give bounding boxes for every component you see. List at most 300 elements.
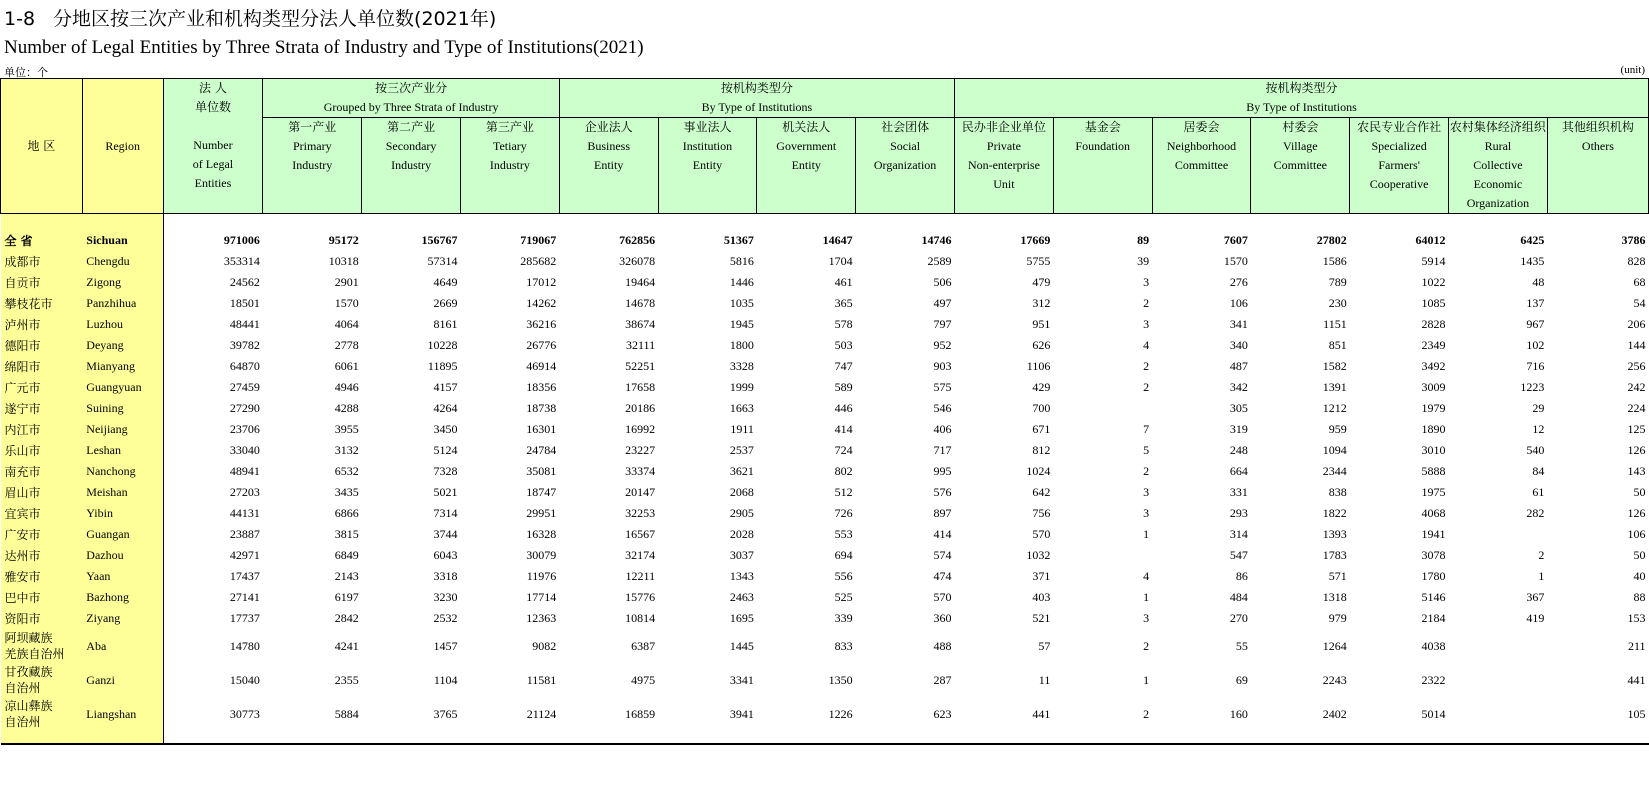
group-industry-en: Grouped by Three Strata of Industry — [323, 100, 499, 114]
header-total — [163, 79, 263, 214]
cell-value: 5146 — [1421, 590, 1446, 604]
cell-value: 137 — [1526, 296, 1545, 310]
cell-value: 762856 — [619, 233, 656, 247]
cell-value: 17669 — [1020, 233, 1051, 247]
cell-value: 1264 — [1322, 638, 1347, 653]
cell-value: 206 — [1627, 317, 1646, 331]
region-name-cn: 成都市 — [1, 251, 83, 272]
column-header — [362, 118, 461, 214]
cell-value: 414 — [933, 527, 952, 541]
table-row — [1, 629, 1649, 663]
region-name-cn-line: 甘孜藏族 — [4, 665, 53, 679]
cell-value: 571 — [1328, 569, 1347, 583]
column-header — [460, 118, 559, 214]
cell-value: 838 — [1328, 485, 1347, 499]
cell-value: 1350 — [828, 672, 853, 687]
column-header-cn: 其他组织机构 — [1561, 120, 1634, 134]
cell-value: 15040 — [229, 672, 260, 687]
cell-value: 3492 — [1421, 359, 1446, 373]
cell-value: 144 — [1627, 338, 1646, 352]
cell-value: 2 — [1143, 464, 1150, 478]
column-header-en1: Private — [986, 139, 1021, 153]
cell-value: 2669 — [433, 296, 458, 310]
cell-value: 1 — [1538, 569, 1545, 583]
cell-value: 126 — [1627, 506, 1646, 520]
cell-value: 40 — [1633, 569, 1646, 583]
cell-value: 293 — [1229, 506, 1248, 520]
cell-value — [1053, 545, 1152, 566]
cell-value: 903 — [933, 359, 952, 373]
cell-value: 2828 — [1421, 317, 1446, 331]
cell-value: 503 — [834, 338, 853, 352]
cell-value: 2778 — [334, 338, 359, 352]
cell-value: 441 — [1627, 672, 1646, 687]
cell-value: 16301 — [526, 422, 557, 436]
cell-value: 95172 — [328, 233, 359, 247]
cell-value: 1022 — [1421, 275, 1446, 289]
cell-value: 39 — [1137, 254, 1150, 268]
table-row — [1, 566, 1649, 587]
cell-value: 570 — [933, 590, 952, 604]
cell-value: 1586 — [1322, 254, 1347, 268]
cell-value: 48441 — [229, 317, 260, 331]
column-header — [1449, 118, 1548, 214]
group-type2-en: By Type of Institutions — [1246, 100, 1357, 114]
cell-value: 1393 — [1322, 527, 1347, 541]
cell-value: 5816 — [729, 254, 754, 268]
region-name-en: Leshan — [82, 440, 163, 461]
region-name-en: Chengdu — [82, 251, 163, 272]
cell-value: 833 — [834, 638, 853, 653]
cell-value: 716 — [1526, 359, 1545, 373]
column-header-en1: Foundation — [1075, 139, 1131, 153]
cell-value: 414 — [834, 422, 853, 436]
cell-value: 1391 — [1322, 380, 1347, 394]
cell-value: 5014 — [1421, 706, 1446, 721]
cell-value — [1449, 663, 1548, 697]
cell-value: 18747 — [526, 485, 557, 499]
cell-value: 287 — [933, 672, 952, 687]
cell-value: 52251 — [625, 359, 656, 373]
cell-value: 331 — [1229, 485, 1248, 499]
cell-value: 4288 — [334, 401, 359, 415]
table-row — [1, 419, 1649, 440]
header-total-en1: Number — [193, 138, 233, 152]
cell-value: 21124 — [526, 706, 557, 721]
cell-value: 1318 — [1322, 590, 1347, 604]
cell-value: 3078 — [1421, 548, 1446, 562]
cell-value: 1570 — [1223, 254, 1248, 268]
cell-value: 1 — [1143, 590, 1150, 604]
column-header-en1: Neighborhood — [1166, 139, 1237, 153]
cell-value: 48941 — [229, 464, 260, 478]
table-row — [1, 697, 1649, 731]
cell-value: 547 — [1229, 548, 1248, 562]
table-row — [1, 293, 1649, 314]
column-header-en3 — [1153, 175, 1251, 194]
cell-value: 50 — [1633, 485, 1646, 499]
cell-value — [1449, 697, 1548, 731]
header-group-industry — [263, 79, 559, 118]
region-name-cn-line: 凉山彝族 — [4, 699, 53, 713]
column-header-cn: 民办非企业单位 — [961, 120, 1046, 134]
cell-value: 27802 — [1316, 233, 1347, 247]
cell-value: 17437 — [229, 569, 260, 583]
region-name-en: Ziyang — [82, 608, 163, 629]
cell-value: 1663 — [729, 401, 754, 415]
header-region-en: Region — [82, 79, 163, 214]
cell-value: 2 — [1143, 638, 1150, 653]
cell-value: 3009 — [1421, 380, 1446, 394]
cell-value: 6866 — [334, 506, 359, 520]
cell-value: 2 — [1143, 296, 1150, 310]
cell-value: 575 — [933, 380, 952, 394]
column-header — [955, 118, 1054, 214]
cell-value: 46914 — [526, 359, 557, 373]
column-header — [1152, 118, 1251, 214]
column-header-en2: Farmers' — [1378, 158, 1420, 172]
cell-value: 3450 — [433, 422, 458, 436]
table-row — [1, 440, 1649, 461]
cell-value: 3037 — [729, 548, 754, 562]
cell-value: 1941 — [1421, 527, 1446, 541]
cell-value: 3318 — [433, 569, 458, 583]
region-name-cn: 自贡市 — [1, 272, 83, 293]
cell-value: 106 — [1229, 296, 1248, 310]
cell-value: 446 — [834, 401, 853, 415]
cell-value: 5914 — [1421, 254, 1446, 268]
cell-value: 2068 — [729, 485, 754, 499]
cell-value: 3132 — [334, 443, 359, 457]
cell-value: 5888 — [1421, 464, 1446, 478]
cell-value: 102 — [1526, 338, 1545, 352]
column-header-en1: Secondary — [385, 139, 437, 153]
cell-value: 812 — [1032, 443, 1051, 457]
cell-value: 29951 — [526, 506, 557, 520]
cell-value: 160 — [1229, 706, 1248, 721]
cell-value: 1979 — [1421, 401, 1446, 415]
cell-value: 521 — [1032, 611, 1051, 625]
cell-value: 24784 — [526, 443, 557, 457]
column-header-en2: Organization — [873, 158, 937, 172]
cell-value: 724 — [834, 443, 853, 457]
cell-value: 952 — [933, 338, 952, 352]
column-header-cn: 事业法人 — [683, 120, 732, 134]
cell-value: 6425 — [1520, 233, 1545, 247]
cell-value: 3955 — [334, 422, 359, 436]
table-row — [1, 356, 1649, 377]
table-title-en: Number of Legal Entities by Three Strata of Industry and Type of Institutions(2021) — [4, 37, 644, 58]
cell-value: 57314 — [427, 254, 458, 268]
cell-value: 484 — [1229, 590, 1248, 604]
cell-value: 20147 — [625, 485, 656, 499]
cell-value: 305 — [1229, 401, 1248, 415]
column-header-en1: Institution — [682, 139, 733, 153]
table-row-total — [1, 230, 1649, 251]
column-header — [1053, 118, 1152, 214]
region-name-cn: 广元市 — [1, 377, 83, 398]
cell-value: 32174 — [625, 548, 656, 562]
region-name-en: Bazhong — [82, 587, 163, 608]
cell-value: 4038 — [1421, 638, 1446, 653]
cell-value: 419 — [1526, 611, 1545, 625]
cell-value: 106 — [1627, 527, 1646, 541]
cell-value: 30079 — [526, 548, 557, 562]
region-name-en: Zigong — [82, 272, 163, 293]
table-row — [1, 461, 1649, 482]
region-name-en: Aba — [82, 629, 163, 663]
cell-value: 1783 — [1322, 548, 1347, 562]
column-header-en3 — [1054, 175, 1152, 194]
cell-value: 242 — [1627, 380, 1646, 394]
region-name-cn: 南充市 — [1, 461, 83, 482]
column-header-en3: Cooperative — [1369, 177, 1429, 191]
cell-value: 17714 — [526, 590, 557, 604]
cell-value: 3941 — [729, 706, 754, 721]
cell-value: 2589 — [927, 254, 952, 268]
cell-value: 1695 — [729, 611, 754, 625]
cell-value: 7328 — [433, 464, 458, 478]
region-name-en: Nanchong — [82, 461, 163, 482]
cell-value: 1911 — [730, 422, 754, 436]
region-name-cn-line: 自治州 — [4, 715, 41, 729]
cell-value: 403 — [1032, 590, 1051, 604]
cell-value: 314 — [1229, 527, 1248, 541]
header-total-en3: Entities — [194, 176, 232, 190]
cell-value: 1582 — [1322, 359, 1347, 373]
cell-value: 487 — [1229, 359, 1248, 373]
cell-value: 1945 — [729, 317, 754, 331]
cell-value: 5021 — [433, 485, 458, 499]
cell-value: 44131 — [229, 506, 260, 520]
region-name-cn: 泸州市 — [1, 314, 83, 335]
column-header-en2: Committee — [1273, 158, 1327, 172]
cell-value: 14262 — [526, 296, 557, 310]
cell-value: 326078 — [619, 254, 656, 268]
cell-value: 797 — [933, 317, 952, 331]
column-header-en2: Industry — [391, 158, 432, 172]
column-header — [856, 118, 955, 214]
cell-value: 4264 — [433, 401, 458, 415]
table-row — [1, 314, 1649, 335]
cell-value: 4946 — [334, 380, 359, 394]
cell-value: 1226 — [828, 706, 853, 721]
cell-value: 84 — [1532, 464, 1545, 478]
cell-value: 360 — [933, 611, 952, 625]
region-name-en: Sichuan — [82, 230, 163, 251]
cell-value: 16328 — [526, 527, 557, 541]
cell-value: 3435 — [334, 485, 359, 499]
cell-value: 5124 — [433, 443, 458, 457]
cell-value: 578 — [834, 317, 853, 331]
region-name-en: Dazhou — [82, 545, 163, 566]
cell-value: 14746 — [921, 233, 952, 247]
cell-value: 19464 — [625, 275, 656, 289]
cell-value: 2463 — [729, 590, 754, 604]
cell-value: 353314 — [223, 254, 260, 268]
region-name-en: Yibin — [82, 503, 163, 524]
group-industry-cn: 按三次产业分 — [375, 81, 448, 95]
column-header-en1: Primary — [292, 139, 332, 153]
cell-value: 3010 — [1421, 443, 1446, 457]
table-row — [1, 251, 1649, 272]
cell-value: 642 — [1032, 485, 1051, 499]
cell-value: 5755 — [1026, 254, 1051, 268]
cell-value: 230 — [1328, 296, 1347, 310]
column-header — [559, 118, 658, 214]
cell-value: 29 — [1532, 401, 1545, 415]
table-row — [1, 398, 1649, 419]
column-header-en1: Business — [587, 139, 631, 153]
header-total-cn1: 法 人 — [199, 81, 227, 95]
region-name-cn-line: 羌族自治州 — [4, 647, 65, 661]
cell-value: 12 — [1532, 422, 1545, 436]
group-type2-cn: 按机构类型分 — [1265, 81, 1338, 95]
cell-value: 726 — [834, 506, 853, 520]
cell-value: 979 — [1328, 611, 1347, 625]
cell-value: 18501 — [229, 296, 260, 310]
cell-value: 1435 — [1520, 254, 1545, 268]
column-header-en1: Specialized — [1371, 139, 1427, 153]
cell-value: 1800 — [729, 338, 754, 352]
cell-value: 88 — [1633, 590, 1646, 604]
cell-value: 285682 — [520, 254, 557, 268]
cell-value: 2243 — [1322, 672, 1347, 687]
cell-value: 756 — [1032, 506, 1051, 520]
column-header-en1: Village — [1283, 139, 1318, 153]
cell-value: 16567 — [625, 527, 656, 541]
cell-value: 35081 — [526, 464, 557, 478]
region-name-cn — [1, 629, 83, 663]
column-header-en2: Industry — [489, 158, 530, 172]
column-header — [658, 118, 757, 214]
cell-value: 256 — [1627, 359, 1646, 373]
table-title-cn — [4, 4, 496, 31]
region-name-en: Deyang — [82, 335, 163, 356]
region-name-en: Guangan — [82, 524, 163, 545]
cell-value: 1151 — [1323, 317, 1347, 331]
cell-value: 556 — [834, 569, 853, 583]
table-row — [1, 503, 1649, 524]
table-row — [1, 608, 1649, 629]
cell-value: 143 — [1627, 464, 1646, 478]
column-header-en2: Entity — [594, 158, 624, 172]
cell-value — [1449, 524, 1548, 545]
cell-value: 7 — [1143, 422, 1150, 436]
region-name-en: Ganzi — [82, 663, 163, 697]
cell-value: 27459 — [229, 380, 260, 394]
cell-value: 971006 — [223, 233, 260, 247]
table-row — [1, 663, 1649, 697]
column-header-cn: 农村集体经济组织 — [1449, 120, 1546, 134]
cell-value: 50 — [1633, 548, 1646, 562]
region-name-cn: 攀枝花市 — [1, 293, 83, 314]
cell-value: 525 — [834, 590, 853, 604]
cell-value: 2143 — [334, 569, 359, 583]
cell-value: 3621 — [729, 464, 754, 478]
cell-value: 574 — [933, 548, 952, 562]
cell-value: 14647 — [822, 233, 853, 247]
cell-value: 1104 — [433, 672, 458, 687]
cell-value: 24562 — [229, 275, 260, 289]
region-name-cn: 巴中市 — [1, 587, 83, 608]
cell-value: 16992 — [625, 422, 656, 436]
cell-value: 576 — [933, 485, 952, 499]
cell-value: 5884 — [334, 706, 359, 721]
cell-value: 553 — [834, 527, 853, 541]
cell-value: 623 — [933, 706, 952, 721]
cell-value: 461 — [834, 275, 853, 289]
column-header-en3 — [362, 175, 460, 194]
cell-value: 429 — [1032, 380, 1051, 394]
cell-value: 717 — [933, 443, 952, 457]
cell-value: 248 — [1229, 443, 1248, 457]
region-name-cn: 资阳市 — [1, 608, 83, 629]
cell-value: 6849 — [334, 548, 359, 562]
cell-value: 626 — [1032, 338, 1051, 352]
cell-value — [1449, 629, 1548, 663]
unit-label-en: (unit) — [1620, 64, 1645, 76]
cell-value: 570 — [1032, 527, 1051, 541]
header-total-cn2: 单位数 — [194, 100, 231, 114]
cell-value: 897 — [933, 506, 952, 520]
cell-value: 68 — [1633, 275, 1646, 289]
cell-value: 3815 — [334, 527, 359, 541]
table-row — [1, 335, 1649, 356]
cell-value: 1035 — [729, 296, 754, 310]
cell-value: 1343 — [729, 569, 754, 583]
cell-value: 1446 — [729, 275, 754, 289]
region-name-en: Neijiang — [82, 419, 163, 440]
cell-value: 4 — [1143, 569, 1150, 583]
cell-value: 2 — [1538, 548, 1545, 562]
cell-value: 14678 — [625, 296, 656, 310]
cell-value: 125 — [1627, 422, 1646, 436]
cell-value: 828 — [1627, 254, 1646, 268]
column-header — [1350, 118, 1449, 214]
cell-value: 589 — [834, 380, 853, 394]
cell-value: 719067 — [520, 233, 557, 247]
cell-value: 7607 — [1223, 233, 1248, 247]
cell-value: 474 — [933, 569, 952, 583]
column-header-cn: 第二产业 — [387, 120, 436, 134]
title-cn-text: 分地区按三次产业和机构类型分法人单位数(2021年) — [53, 8, 497, 30]
cell-value: 3230 — [433, 590, 458, 604]
cell-value: 32253 — [625, 506, 656, 520]
column-header-cn: 农民专业合作社 — [1357, 120, 1442, 134]
region-name-cn — [1, 663, 83, 697]
cell-value: 995 — [933, 464, 952, 478]
cell-value: 4975 — [631, 672, 656, 687]
cell-value: 6197 — [334, 590, 359, 604]
cell-value: 64012 — [1415, 233, 1446, 247]
cell-value: 282 — [1526, 506, 1545, 520]
cell-value: 406 — [933, 422, 952, 436]
table-row — [1, 482, 1649, 503]
cell-value: 15776 — [625, 590, 656, 604]
cell-value: 4064 — [334, 317, 359, 331]
cell-value: 38674 — [625, 317, 656, 331]
cell-value: 312 — [1032, 296, 1051, 310]
cell-value: 12211 — [625, 569, 656, 583]
cell-value: 1822 — [1322, 506, 1347, 520]
column-header-cn: 机关法人 — [782, 120, 831, 134]
table-row — [1, 545, 1649, 566]
region-name-en: Panzhihua — [82, 293, 163, 314]
cell-value: 23887 — [229, 527, 260, 541]
region-name-en: Luzhou — [82, 314, 163, 335]
cell-value: 2355 — [334, 672, 359, 687]
